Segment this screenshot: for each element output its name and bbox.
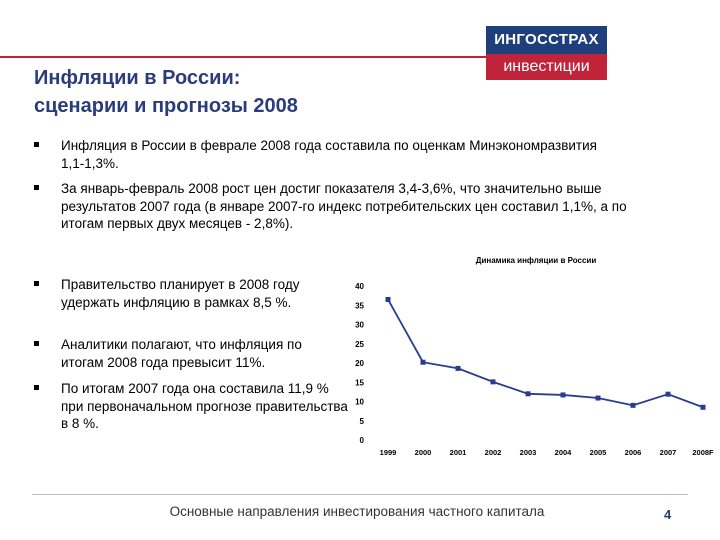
x-tick-label: 1999 [379,448,397,457]
chart-title: Динамика инфляции в России [475,256,597,265]
x-tick-label: 2006 [624,448,642,457]
x-tick-label: 2007 [659,448,677,457]
y-tick-label: 15 [355,378,364,388]
page-number: 4 [664,507,672,522]
series-line [388,299,703,407]
bullet-text: По итогам 2007 года она составила 11,9 % при первоначальном прогнозе правительства в 8 %. [61,381,348,431]
x-tick-label: 2000 [414,448,432,457]
bullet-marker [34,341,39,346]
slide-title [34,64,454,120]
data-point [666,392,671,397]
data-point [561,392,566,397]
bullet-marker [34,142,39,147]
x-tick-label: 2001 [449,448,467,457]
y-tick-label: 40 [355,282,364,291]
footer-divider [32,494,688,495]
data-point [456,366,461,371]
x-tick-label: 2005 [589,448,607,457]
company-logo [486,26,607,77]
data-point [701,405,706,410]
bullet-marker [34,281,39,286]
slide-title-line2: сценарии и прогнозы 2008 [34,95,298,117]
data-point [421,360,426,365]
bullet-text: Правительство планирует в 2008 году удержать инфляцию в рамках 8,5 %. [61,277,300,310]
x-tick-label: 2004 [554,448,572,457]
x-tick-label: 2002 [484,448,502,457]
bullet-text: За январь-февраль 2008 рост цен достиг показателя 3,4-3,6%, что значительно выше результатов 2007 года (в январе 2007-го индекс потребительских цен составил 1,1%, а по итогам первых двух месяцев - 2,8%). [61,181,627,231]
data-point [386,297,391,302]
y-tick-label: 0 [359,436,364,445]
y-tick-label: 30 [355,320,364,330]
footer [0,504,720,519]
bullet-text: Аналитики полагают, что инфляция по итогам 2008 года превысит 11%. [61,337,302,370]
y-tick-label: 25 [355,339,364,349]
y-tick-label: 5 [359,416,364,426]
inflation-chart-svg [340,248,715,468]
logo-top: ИНГОССТРАХ [486,26,607,54]
header-divider [0,56,500,58]
bullet-marker [34,185,39,190]
x-tick-label: 2003 [519,448,537,457]
data-point [596,396,601,401]
bullet-marker [34,385,39,390]
slide-title-line1: Инфляции в России: [34,67,241,89]
footer-text: Основные направления инвестирования частного капитала [169,504,545,519]
logo-bottom: инвестиции [486,54,607,80]
y-tick-label: 35 [355,301,364,311]
y-tick-label: 20 [355,359,364,368]
inflation-chart [340,248,715,468]
bullet-text: Инфляция в России в феврале 2008 года составила по оценкам Минэкономразвития 1,1-1,3%. [61,138,597,171]
data-point [491,379,496,384]
data-point [526,391,531,396]
x-tick-label: 2008F [692,448,714,457]
y-tick-label: 10 [355,397,364,407]
header-bar [0,0,720,60]
data-point [631,403,636,408]
